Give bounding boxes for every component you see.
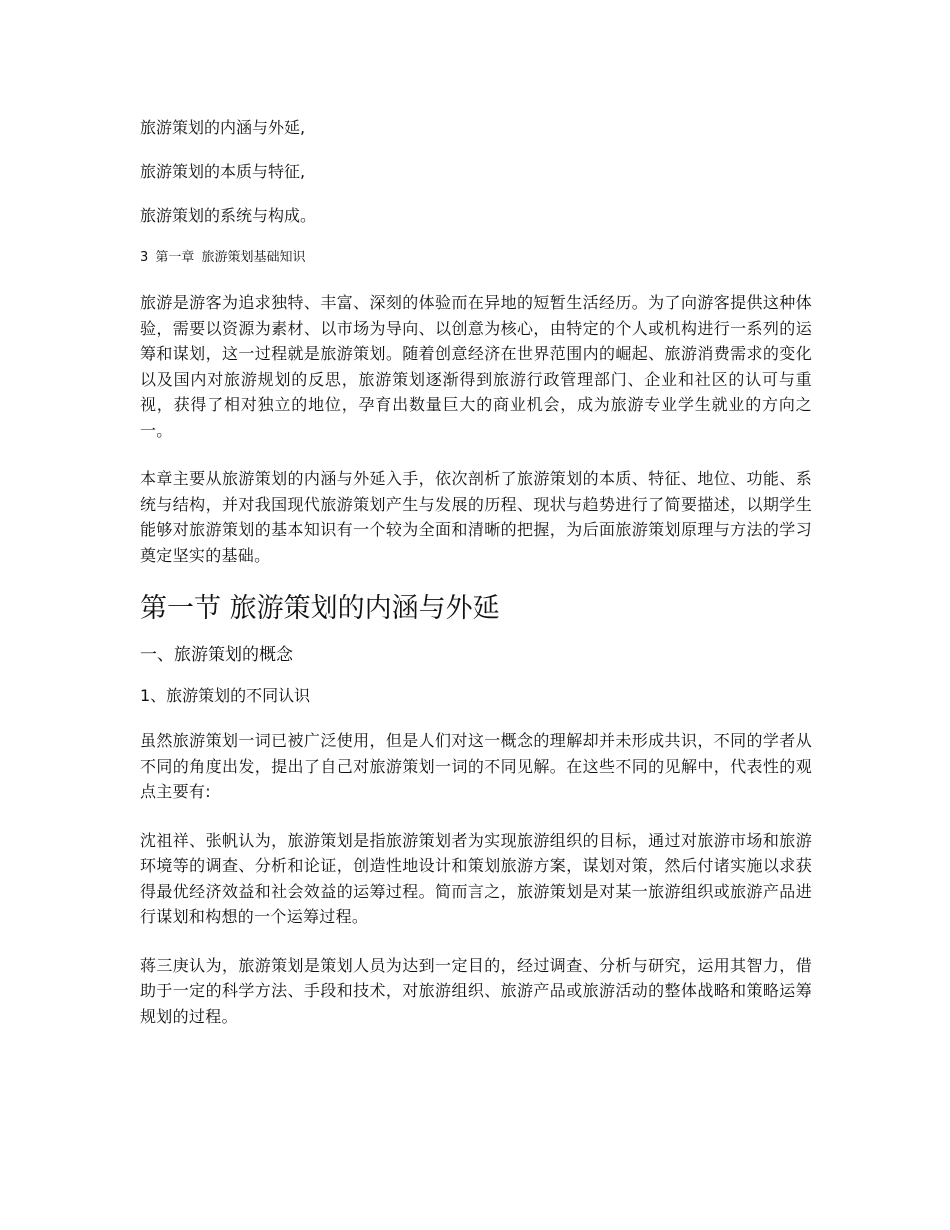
body-paragraph: 虽然旅游策划一词已被广泛使用，但是人们对这一概念的理解却并未形成共识，不同的学者从不同的角度出发，提出了自己对旅游策划一词的不同见解。在这些不同的见解中，代表性的观点主要有: [140, 731, 812, 801]
toc-item: 旅游策划的系统与构成。 [140, 206, 317, 225]
body-paragraph: 沈祖祥、张帆认为，旅游策划是指旅游策划者为实现旅游组织的目标，通过对旅游市场和旅游环境等的调查、分析和论证，创造性地设计和策划旅游方案，谋划对策，然后付诸实施以求获得最优经济效益和社会效益的运筹过程。简而言之，旅游策划是对某一旅游组织或旅游产品进行谋划和构想的一个运筹过程。 [140, 830, 812, 926]
toc-item: 旅游策划的本质与特征, [140, 162, 306, 181]
subsubheading: 1、旅游策划的不同认识 [140, 686, 311, 705]
toc-item: 旅游策划的内涵与外延, [140, 118, 306, 137]
document-page [140, 116, 812, 1052]
intro-paragraph: 旅游是游客为追求独特、丰富、深刻的体验而在异地的短暂生活经历。为了向游客提供这种体验，需要以资源为素材、以市场为导向、以创意为核心，由特定的个人或机构进行一系列的运筹和谋划，这一过程就是旅游策划。随着创意经济在世界范围内的崛起、旅游消费需求的变化以及国内对旅游规划的反思，旅游策划逐渐得到旅游行政管理部门、企业和社区的认可与重视，获得了相对独立的地位，孕育出数量巨大的商业机会，成为旅游专业学生就业的方向之一。 [140, 293, 812, 440]
body-paragraph: 蒋三庚认为，旅游策划是策划人员为达到一定目的，经过调查、分析与研究，运用其智力，借助于一定的科学方法、手段和技术，对旅游组织、旅游产品或旅游活动的整体战略和策略运筹规划的过程。 [140, 955, 812, 1026]
subheading: 一、旅游策划的概念 [140, 645, 293, 665]
section-title: 第一节 旅游策划的内涵与外延 [140, 593, 500, 624]
chapter-label: 3 第一章 旅游策划基础知识 [140, 250, 306, 265]
intro-paragraph: 本章主要从旅游策划的内涵与外延入手，依次剖析了旅游策划的本质、特征、地位、功能、系统与结构，并对我国现代旅游策划产生与发展的历程、现状与趋势进行了简要描述，以期学生能够对旅游策划的基本知识有一个较为全面和清晰的把握，为后面旅游策划原理与方法的学习奠定坚实的基础。 [140, 469, 812, 565]
